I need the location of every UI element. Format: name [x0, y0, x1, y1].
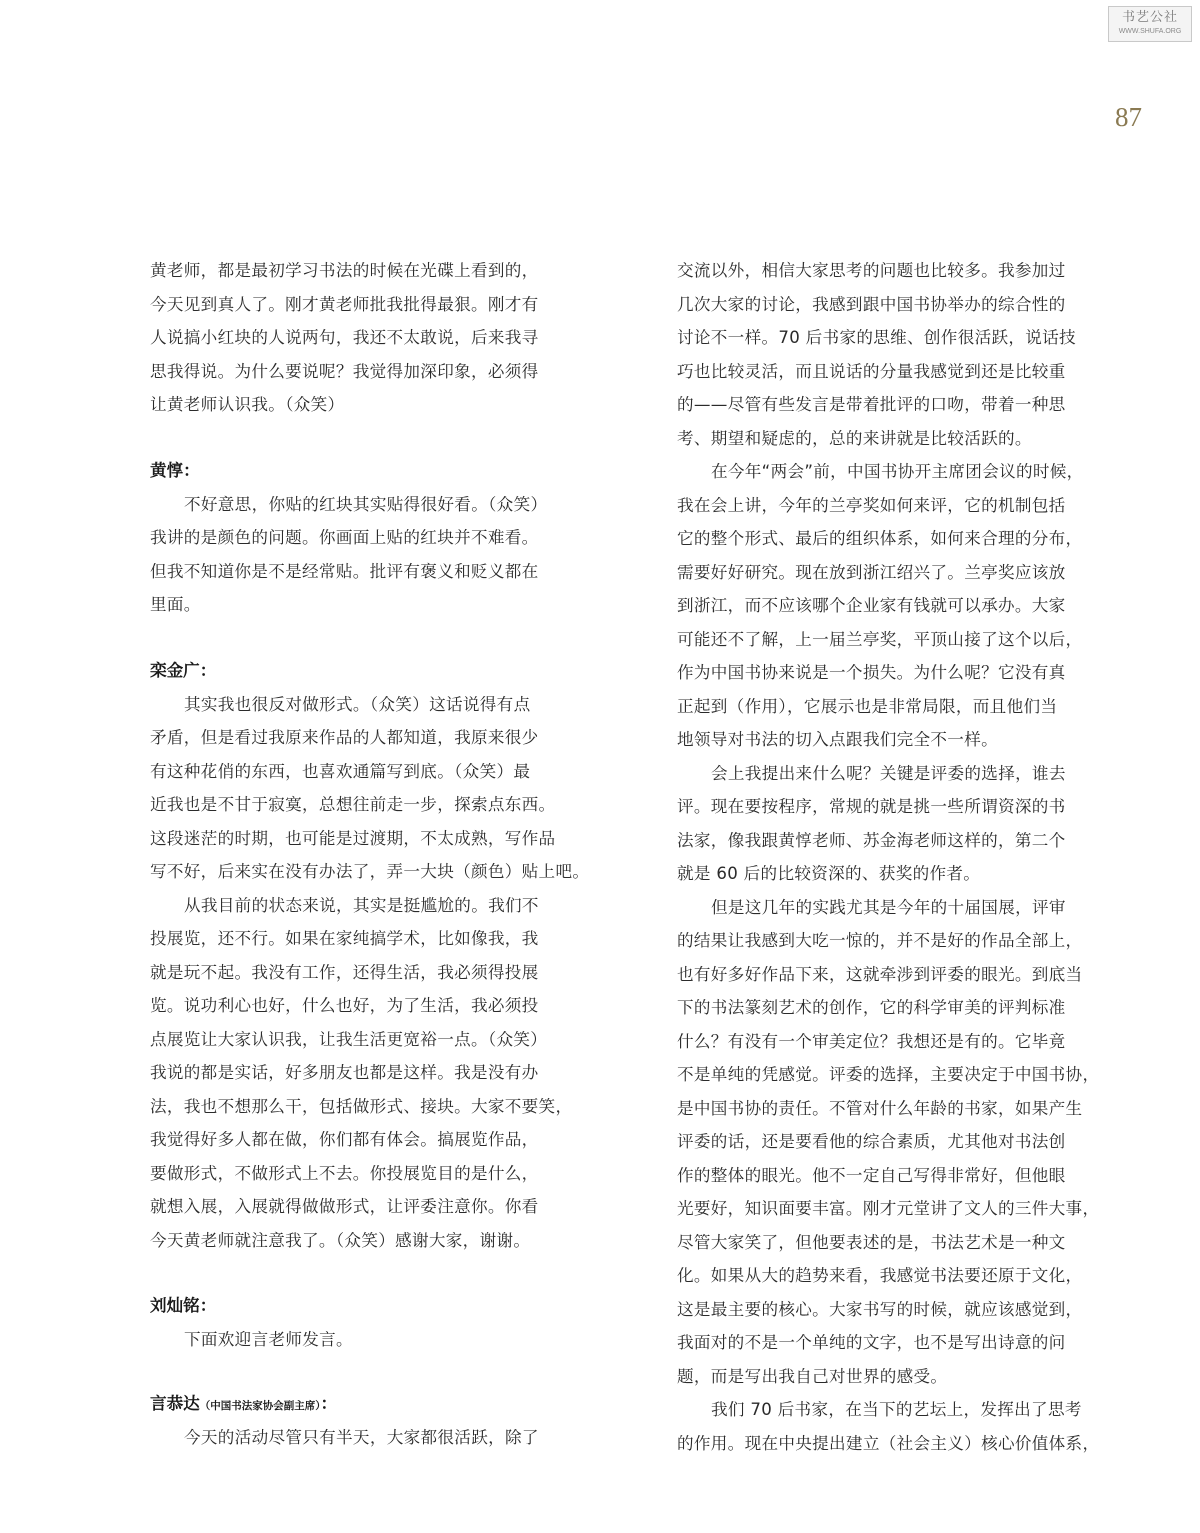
right-paragraph-1: [677, 254, 1101, 455]
speaker-luan-jinguang: 栾金广：: [150, 660, 217, 680]
text-line: 我在会上讲，今年的兰亭奖如何来评，它的机制包括: [677, 495, 1066, 515]
text-line: 今天的活动尽管只有半天，大家都很活跃，除了: [184, 1427, 539, 1447]
text-line: 矛盾，但是看过我原来作品的人都知道，我原来很少: [150, 728, 539, 747]
text-line: 其实我也很反对做形式。（众笑）这话说得有点: [184, 694, 531, 714]
speaker-liu-canming: 刘灿铭：: [150, 1296, 217, 1315]
watermark-logo: [1108, 6, 1192, 42]
text-line: 考、期望和疑虑的，总的来讲就是比较活跃的。: [677, 428, 1032, 448]
page-number: 87: [1115, 102, 1142, 132]
text-line: 法家，像我跟黄惇老师、苏金海老师这样的，第二个: [677, 830, 1066, 850]
right-paragraph-2: [677, 455, 1101, 757]
text-line: 我们 70 后书家，在当下的艺坛上，发挥出了思考: [711, 1400, 1082, 1419]
right-paragraph-3: [677, 757, 1101, 891]
text-line: 不是单纯的凭感觉。评委的选择，主要决定于中国书协，: [677, 1065, 1100, 1084]
text-line: 但是这几年的实践尤其是今年的十届国展，评审: [711, 897, 1066, 917]
text-line: 也有好多好作品下来，这就牵涉到评委的眼光。到底当: [677, 964, 1083, 984]
text-line: 在今年“两会”前，中国书协开主席团会议的时候，: [711, 462, 1084, 481]
text-line: 作为中国书协来说是一个损失。为什么呢？它没有真: [677, 663, 1066, 682]
huang-dun-paragraph: [150, 488, 574, 622]
text-line: 什么？有没有一个审美定位？我想还是有的。它毕竟: [677, 1031, 1066, 1051]
speaker-huang-dun: 黄惇：: [150, 460, 200, 480]
text-line: 就是玩不起。我没有工作，还得生活，我必须得投展: [150, 962, 539, 982]
left-column: [150, 254, 590, 1454]
text-line: 法，我也不想那么干，包括做形式、接块。大家不要笑，: [150, 1096, 573, 1116]
yan-gongda-paragraph: [150, 1421, 574, 1455]
text-line: 这是最主要的核心。大家书写的时候，就应该感觉到，: [677, 1299, 1083, 1319]
text-line: 要做形式，不做形式上不去。你投展览目的是什么，: [150, 1163, 539, 1183]
text-line: 人说搞小红块的人说两句，我还不太敢说，后来我寻: [150, 328, 539, 347]
text-line: 我说的都是实话，好多朋友也都是这样。我是没有办: [150, 1063, 539, 1082]
text-line: 几次大家的讨论，我感到跟中国书协举办的综合性的: [677, 294, 1066, 314]
text-line: 是中国书协的责任。不管对什么年龄的书家，如果产生: [677, 1098, 1083, 1118]
text-line: 就想入展，入展就得做做形式，让评委注意你。你看: [150, 1197, 539, 1216]
text-line: 里面。: [150, 595, 201, 614]
speaker-yan-gongda: [150, 1387, 574, 1421]
luan-jinguang-paragraph-2: [150, 889, 574, 1258]
text-line: 题，而是写出我自己对世界的感受。: [677, 1366, 948, 1386]
speaker-role: （中国书法家协会副主席）: [199, 1399, 321, 1412]
text-line: 让黄老师认识我。（众笑）: [150, 395, 345, 414]
text-line: 的结果让我感到大吃一惊的，并不是好的作品全部上，: [677, 931, 1083, 950]
text-line: 评委的话，还是要看他的综合素质，尤其他对书法创: [677, 1132, 1066, 1151]
text-line: 它的整个形式、最后的组织体系，如何来合理的分布，: [677, 529, 1083, 548]
text-line: 就是 60 后的比较资深的、获奖的作者。: [677, 864, 981, 883]
watermark-logo-text: 书艺公社: [1121, 10, 1178, 25]
text-line: 正起到（作用），它展示也是非常局限，而且他们当: [677, 696, 1058, 716]
text-line: 不好意思，你贴的红块其实贴得很好看。（众笑）: [184, 494, 548, 514]
text-line: 尽管大家笑了，但他要表述的是，书法艺术是一种文: [677, 1232, 1066, 1252]
text-line: 评。现在要按程序，常规的就是挑一些所谓资深的书: [677, 797, 1066, 816]
text-line: 的——尽管有些发言是带着批评的口吻，带着一种思: [677, 395, 1066, 414]
text-line: 从我目前的状态来说，其实是挺尴尬的。我们不: [184, 895, 539, 915]
text-line: 下的书法篆刻艺术的创作，它的科学审美的评判标准: [677, 998, 1066, 1017]
text-line: 需要好好研究。现在放到浙江绍兴了。兰亭奖应该放: [677, 562, 1066, 582]
text-line: 地领导对书法的切入点跟我们完全不一样。: [677, 730, 998, 749]
liu-canming-paragraph: [150, 1323, 574, 1357]
text-line: 但我不知道你是不是经常贴。批评有褒义和贬义都在: [150, 561, 539, 581]
text-line: 光要好，知识面要丰富。刚才元堂讲了文人的三件大事，: [677, 1199, 1100, 1218]
text-line: 可能还不了解，上一届兰亭奖，平顶山接了这个以后，: [677, 629, 1083, 649]
luan-jinguang-paragraph-1: [150, 688, 590, 889]
speaker-name: 言恭达: [150, 1393, 200, 1413]
right-paragraph-4: [677, 891, 1101, 1394]
text-line: 到浙江，而不应该哪个企业家有钱就可以承办。大家: [677, 596, 1066, 615]
text-line: 我讲的是颜色的问题。你画面上贴的红块并不难看。: [150, 528, 539, 547]
text-line: 我面对的不是一个单纯的文字，也不是写出诗意的问: [677, 1333, 1066, 1352]
speaker-colon: ：: [320, 1393, 338, 1413]
text-line: 点展览让大家认识我，让我生活更宽裕一点。（众笑）: [150, 1029, 548, 1049]
text-line: 讨论不一样。70 后书家的思维、创作很活跃，说话技: [677, 328, 1076, 347]
text-line: 化。如果从大的趋势来看，我感觉书法要还原于文化，: [677, 1266, 1083, 1285]
text-line: 览。说功利心也好，什么也好，为了生活，我必须投: [150, 996, 539, 1015]
text-line: 交流以外，相信大家思考的问题也比较多。我参加过: [677, 261, 1066, 280]
text-line: 的作用。现在中央提出建立（社会主义）核心价值体系，: [677, 1433, 1100, 1453]
text-line: 近我也是不甘于寂寞，总想往前走一步，探索点东西。: [150, 795, 556, 814]
right-paragraph-5: [677, 1393, 1101, 1460]
text-line: 黄老师，都是最初学习书法的时候在光碟上看到的，: [150, 261, 539, 280]
text-line: 巧也比较灵活，而且说话的分量我感觉到还是比较重: [677, 361, 1066, 381]
right-column: [677, 254, 1101, 1460]
text-line: 今天黄老师就注意我了。（众笑）感谢大家，谢谢。: [150, 1230, 531, 1250]
text-line: 我觉得好多人都在做，你们都有体会。搞展览作品，: [150, 1130, 539, 1149]
text-line: 有这种花俏的东西，也喜欢通篇写到底。（众笑）最: [150, 761, 531, 781]
text-line: 下面欢迎言老师发言。: [184, 1330, 353, 1349]
text-line: 这段迷茫的时期，也可能是过渡期，不太成熟，写作品: [150, 828, 556, 848]
intro-paragraph: [150, 254, 574, 422]
text-line: 思我得说。为什么要说呢？我觉得加深印象，必须得: [150, 361, 539, 381]
text-line: 今天见到真人了。刚才黄老师批我批得最狠。刚才有: [150, 294, 539, 314]
watermark-url: WWW.SHUFA.ORG: [1118, 28, 1182, 35]
text-line: 写不好，后来实在没有办法了，弄一大块（颜色）贴上吧。: [150, 862, 590, 881]
text-line: 作的整体的眼光。他不一定自己写得非常好，但他眼: [677, 1165, 1066, 1185]
text-line: 会上我提出来什么呢？关键是评委的选择，谁去: [711, 763, 1066, 783]
text-line: 投展览，还不行。如果在家纯搞学术，比如像我，我: [150, 929, 539, 948]
